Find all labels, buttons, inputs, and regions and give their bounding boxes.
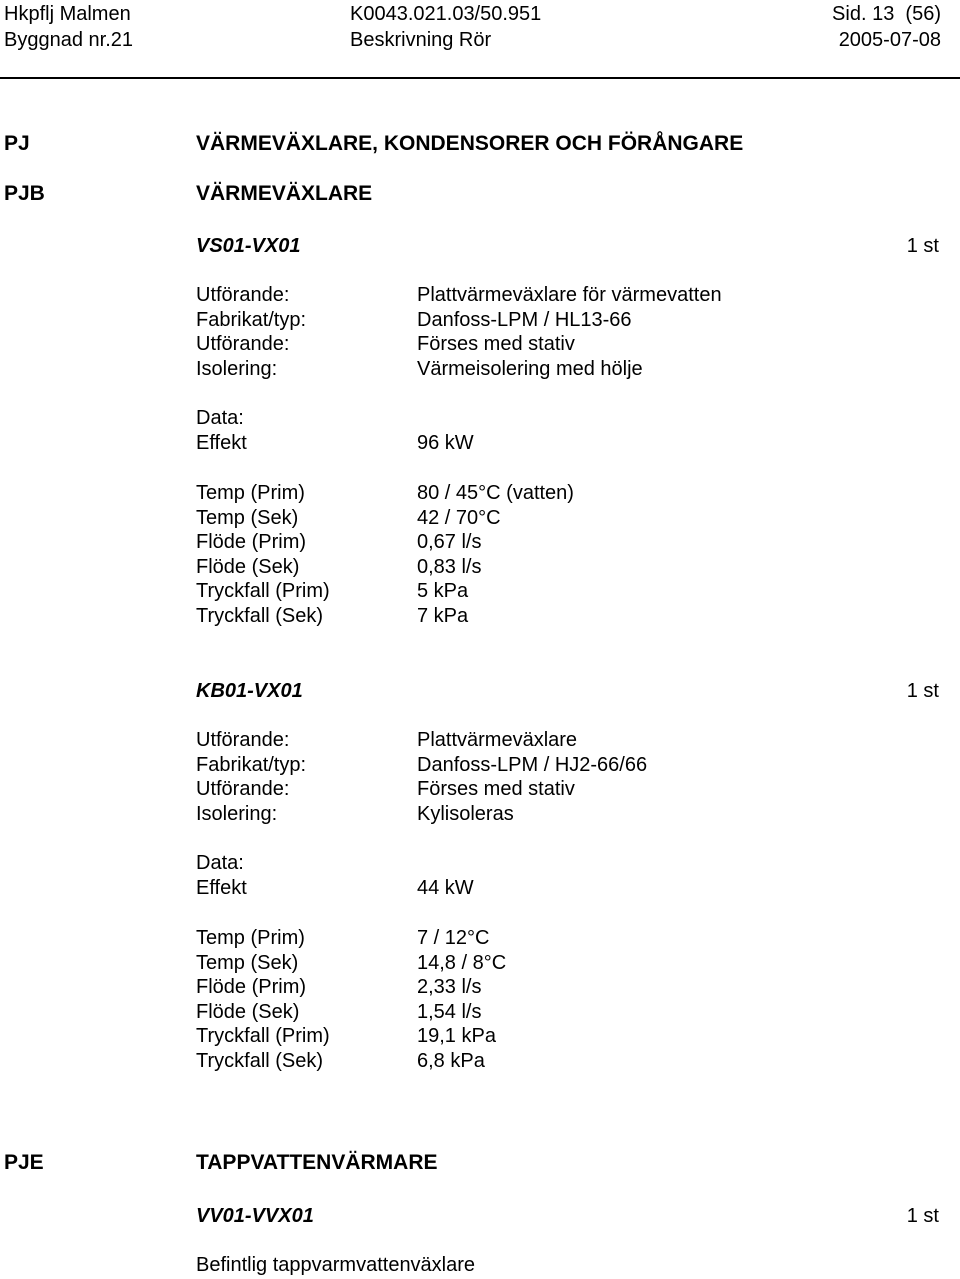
item-description: Befintlig tappvarmvattenväxlare <box>196 1254 476 1276</box>
section-code-pj: PJ <box>4 132 30 155</box>
label-data: Data: <box>196 852 244 874</box>
item-2-spec-values <box>417 926 506 1074</box>
value-flode-sek: 0,83 l/s <box>417 555 482 578</box>
section-title-pje: TAPPVATTENVÄRMARE <box>196 1151 438 1174</box>
label-flode-sek: Flöde (Sek) <box>196 1000 300 1023</box>
item-2-labels <box>196 728 306 826</box>
header-rule <box>0 77 960 79</box>
value-fabrikat: Danfoss-LPM / HJ2-66/66 <box>417 753 648 776</box>
label-utforande: Utförande: <box>196 333 290 356</box>
item-1-spec-labels <box>196 481 330 629</box>
label-isolering: Isolering: <box>196 802 278 825</box>
header-date: 2005-07-08 <box>838 29 941 51</box>
value-tryckfall-sek: 6,8 kPa <box>417 1049 485 1072</box>
value-effekt: 96 kW <box>417 432 474 454</box>
item-id-kb01-vx01: KB01-VX01 <box>196 680 303 702</box>
label-temp-sek: Temp (Sek) <box>196 506 299 529</box>
label-effekt: Effekt <box>196 431 247 454</box>
label-data: Data: <box>196 407 244 429</box>
header-mid-2: Beskrivning Rör <box>350 29 492 51</box>
item-id-vv01-vvx01: VV01-VVX01 <box>196 1205 314 1227</box>
item-1-values <box>417 283 722 381</box>
item-qty: 1 st <box>906 680 939 702</box>
value-utforande: Plattvärmeväxlare <box>417 729 578 751</box>
value-temp-sek: 14,8 / 8°C <box>417 951 507 974</box>
label-utforande: Utförande: <box>196 729 290 751</box>
label-flode-sek: Flöde (Sek) <box>196 555 300 578</box>
label-tryckfall-prim: Tryckfall (Prim) <box>196 1025 330 1048</box>
label-utforande: Utförande: <box>196 284 290 306</box>
value-flode-prim: 2,33 l/s <box>417 976 482 999</box>
value-isolering: Värmeisolering med hölje <box>417 357 643 380</box>
value-utforande: Plattvärmeväxlare för värmevatten <box>417 284 722 306</box>
label-flode-prim: Flöde (Prim) <box>196 531 307 554</box>
value-temp-prim: 80 / 45°C (vatten) <box>417 482 574 504</box>
value-tryckfall-sek: 7 kPa <box>417 604 469 627</box>
section-title-pjb: VÄRMEVÄXLARE <box>196 182 373 205</box>
label-temp-prim: Temp (Prim) <box>196 482 305 504</box>
value-flode-sek: 1,54 l/s <box>417 1000 482 1023</box>
label-tryckfall-sek: Tryckfall (Sek) <box>196 604 324 627</box>
value-temp-prim: 7 / 12°C <box>417 927 490 949</box>
item-1-labels <box>196 283 306 381</box>
header-mid-1: K0043.021.03/50.951 <box>350 3 542 25</box>
label-temp-prim: Temp (Prim) <box>196 927 305 949</box>
label-isolering: Isolering: <box>196 357 278 380</box>
item-id-vs01-vx01: VS01-VX01 <box>196 235 301 257</box>
item-qty: 1 st <box>906 235 939 257</box>
section-code-pje: PJE <box>4 1151 44 1174</box>
value-fabrikat: Danfoss-LPM / HL13-66 <box>417 308 632 331</box>
value-utforande: Förses med stativ <box>417 333 575 356</box>
value-tryckfall-prim: 19,1 kPa <box>417 1025 496 1048</box>
label-effekt: Effekt <box>196 876 247 899</box>
label-tryckfall-prim: Tryckfall (Prim) <box>196 580 330 603</box>
label-flode-prim: Flöde (Prim) <box>196 976 307 999</box>
label-fabrikat: Fabrikat/typ: <box>196 308 307 331</box>
item-2-data-labels <box>196 851 247 900</box>
header-left-2: Byggnad nr.21 <box>4 29 133 51</box>
value-effekt: 44 kW <box>417 877 474 899</box>
label-tryckfall-sek: Tryckfall (Sek) <box>196 1049 324 1072</box>
header-left-1: Hkpflj Malmen <box>4 3 131 25</box>
label-fabrikat: Fabrikat/typ: <box>196 753 307 776</box>
section-code-pjb: PJB <box>4 182 45 205</box>
item-1-spec-values <box>417 481 574 629</box>
item-1-data-labels <box>196 406 247 455</box>
value-utforande: Förses med stativ <box>417 778 575 801</box>
value-tryckfall-prim: 5 kPa <box>417 580 469 603</box>
item-2-spec-labels <box>196 926 330 1074</box>
value-flode-prim: 0,67 l/s <box>417 531 482 554</box>
label-temp-sek: Temp (Sek) <box>196 951 299 974</box>
value-isolering: Kylisoleras <box>417 802 514 825</box>
header-page-number: Sid. 13 (56) <box>832 3 941 25</box>
section-title-pj: VÄRMEVÄXLARE, KONDENSORER OCH FÖRÅNGARE <box>196 132 744 155</box>
item-2-values <box>417 728 647 826</box>
value-temp-sek: 42 / 70°C <box>417 506 501 529</box>
item-qty: 1 st <box>906 1205 939 1227</box>
label-utforande: Utförande: <box>196 778 290 801</box>
